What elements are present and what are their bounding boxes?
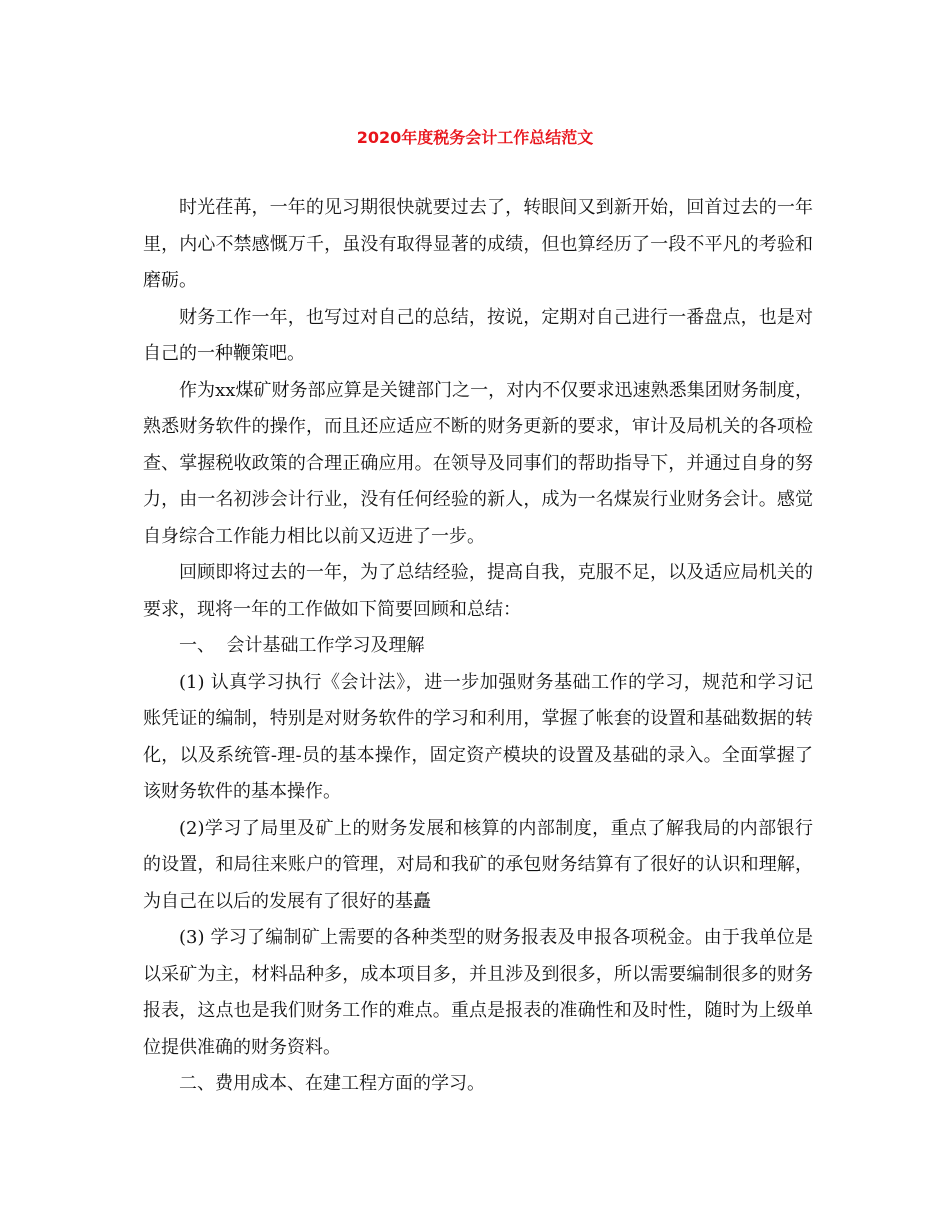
paragraph-item-2: (2)学习了局里及矿上的财务发展和核算的内部制度，重点了解我局的内部银行的设置，和局往来账户的管理，对局和我矿的承包财务结算有了很好的认识和理解，为自己在以后的发展有了很好的基矗	[143, 817, 813, 912]
paragraph-item-3: (3) 学习了编制矿上需要的各种类型的财务报表及申报各项税金。由于我单位是以采矿为主，材料品种多，成本项目多，并且涉及到很多，所以需要编制很多的财务报表，这点也是我们财务工作的难点。重点是报表的准确性和及时性，随时为上级单位提供准确的财务资料。	[143, 927, 813, 1058]
paragraph-2: 财务工作一年，也写过对自己的总结，按说，定期对自己进行一番盘点，也是对自己的一种鞭策吧。	[143, 306, 813, 364]
document-body	[143, 190, 813, 1103]
section-heading-2: 二、费用成本、在建工程方面的学习。	[179, 1073, 485, 1094]
paragraph-1: 时光荏苒，一年的见习期很快就要过去了，转眼间又到新开始，回首过去的一年里，内心不禁感慨万千，虽没有取得显著的成绩，但也算经历了一段不平凡的考验和磨砺。	[143, 197, 813, 291]
paragraph-4: 回顾即将过去的一年，为了总结经验，提高自我，克服不足，以及适应局机关的要求，现将一年的工作做如下简要回顾和总结：	[143, 562, 813, 620]
section-heading-1: 一、 会计基础工作学习及理解	[179, 635, 425, 656]
paragraph-3: 作为xx煤矿财务部应算是关键部门之一，对内不仅要求迅速熟悉集团财务制度，熟悉财务软件的操作，而且还应适应不断的财务更新的要求，审计及局机关的各项检查、掌握税收政策的合理正确应用。在领导及同事们的帮助指导下，并通过自身的努力，由一名初涉会计行业，没有任何经验的新人，成为一名煤炭行业财务会计。感觉自身综合工作能力相比以前又迈进了一步。	[143, 379, 813, 547]
paragraph-item-1: (1) 认真学习执行《会计法》，进一步加强财务基础工作的学习，规范和学习记账凭证的编制，特别是对财务软件的学习和利用，掌握了帐套的设置和基础数据的转化，以及系统管-理-员的基本操作，固定资产模块的设置及基础的录入。全面掌握了该财务软件的基本操作。	[143, 671, 813, 802]
document-title: 2020年度税务会计工作总结范文	[356, 128, 594, 147]
